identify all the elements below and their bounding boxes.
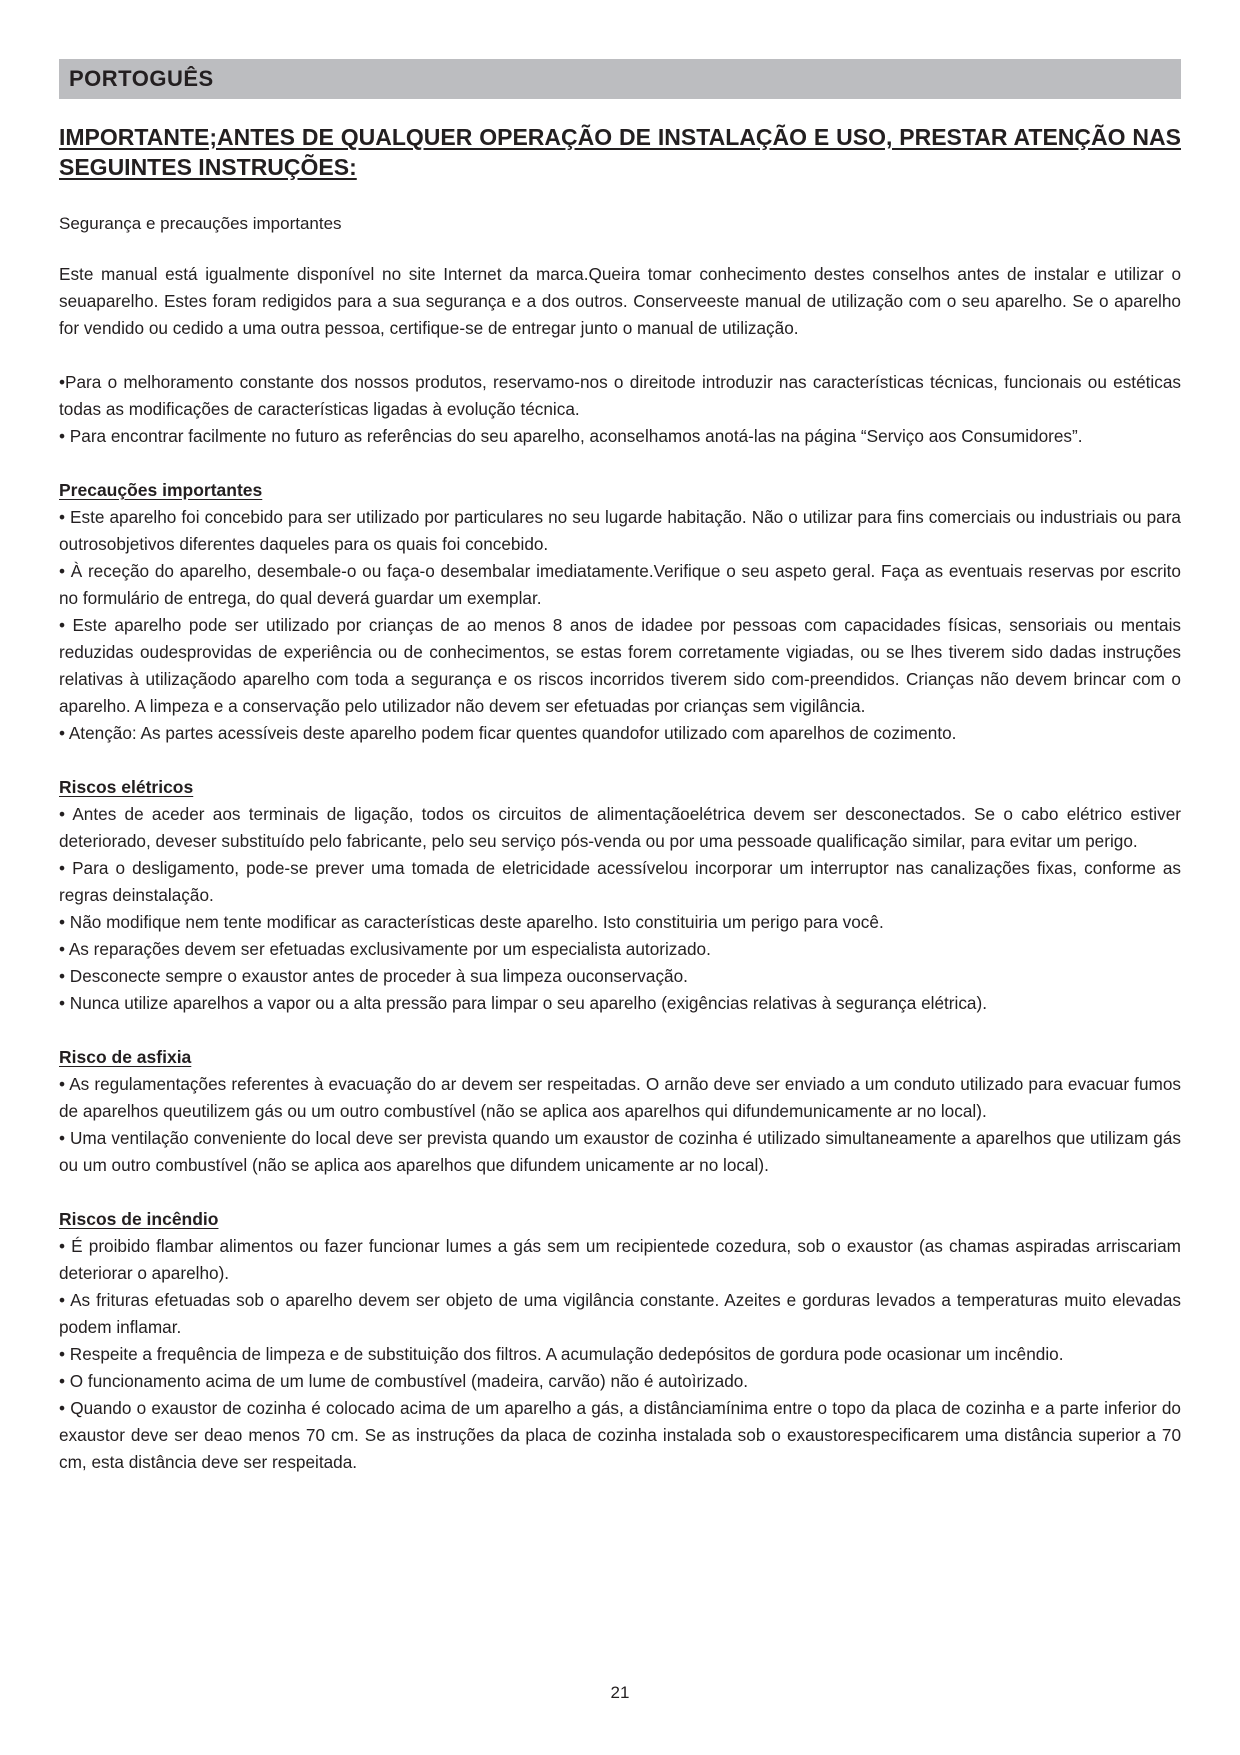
list-item: • Nunca utilize aparelhos a vapor ou a alta pressão para limpar o seu aparelho (exigências relativas à segurança elétrica). bbox=[59, 993, 987, 1013]
list-item: • As regulamentações referentes à evacuação do ar devem ser respeitadas. O arnão deve ser enviado a um conduto utilizado para evacuar fumos de aparelhos queutilizem gás ou um outro combustível (não se aplica aos aparelhos qui difundemunicamente ar no local). bbox=[59, 1074, 1181, 1121]
section-heading-precautions: Precauções importantes bbox=[59, 480, 263, 500]
list-item: • Antes de aceder aos terminais de ligação, todos os circuitos de alimentaçãoelétrica devem ser desconectados. Se o cabo elétrico estiver deteriorado, deveser substituído pelo fabricante, pelo seu serviço pós-venda ou por uma pessoade qualificação similar, para evitar um perigo. bbox=[59, 804, 1181, 851]
list-item: • Uma ventilação conveniente do local deve ser prevista quando um exaustor de cozinha é utilizado simultaneamente a aparelhos que utilizam gás ou um outro combustível (não se aplica aos aparelhos que difundem unicamente ar no local). bbox=[59, 1128, 1181, 1175]
intro-label: Segurança e precauções importantes bbox=[59, 214, 342, 233]
page-title: IMPORTANTE;ANTES DE QUALQUER OPERAÇÃO DE INSTALAÇÃO E USO, PRESTAR ATENÇÃO NAS SEGUINTES INSTRUÇÕES: bbox=[59, 124, 1181, 180]
list-item: • As reparações devem ser efetuadas exclusivamente por um especialista autorizado. bbox=[59, 939, 711, 959]
intro-note: • Para encontrar facilmente no futuro as referências do seu aparelho, aconselhamos anotá-las na página “Serviço aos Consumidores”. bbox=[59, 426, 1083, 446]
intro-paragraph: Este manual está igualmente disponível no site Internet da marca.Queira tomar conhecimento destes conselhos antes de instalar e utilizar o seuaparelho. Estes foram redigidos para a sua segurança e a dos outros. Conserveeste manual de utilização com o seu aparelho. Se o aparelho for vendido ou cedido a uma outra pessoa, certifique-se de entregar junto o manual de utilização. bbox=[59, 264, 1181, 338]
list-item: • É proibido flambar alimentos ou fazer funcionar lumes a gás sem um recipientede cozedura, sob o exaustor (as chamas aspiradas arriscariam deteriorar o aparelho). bbox=[59, 1236, 1181, 1283]
list-item: • Não modifique nem tente modificar as características deste aparelho. Isto constituiria um perigo para você. bbox=[59, 912, 884, 932]
intro-note: •Para o melhoramento constante dos nossos produtos, reservamo-nos o direitode introduzir nas características técnicas, funcionais ou estéticas todas as modificações de características ligadas à evolução técnica. bbox=[59, 372, 1181, 419]
document-page bbox=[59, 59, 1181, 1476]
list-item: • Para o desligamento, pode-se prever uma tomada de eletricidade acessívelou incorporar um interruptor nas canalizações fixas, conforme as regras deinstalação. bbox=[59, 858, 1181, 905]
section-heading-fire-risks: Riscos de incêndio bbox=[59, 1209, 219, 1229]
list-item: • As frituras efetuadas sob o aparelho devem ser objeto de uma vigilância constante. Azeites e gorduras levados a temperaturas muito elevadas podem inflamar. bbox=[59, 1290, 1181, 1337]
list-item: • Quando o exaustor de cozinha é colocado acima de um aparelho a gás, a distânciamínima entre o topo da placa de cozinha e a parte inferior do exaustor deve ser deao menos 70 cm. Se as instruções da placa de cozinha instalada sob o exaustorespecificarem uma distância superior a 70 cm, esta distância deve ser respeitada. bbox=[59, 1398, 1181, 1472]
section-heading-asphyxia-risk: Risco de asfixia bbox=[59, 1047, 192, 1067]
section-heading-electrical-risks: Riscos elétricos bbox=[59, 777, 194, 797]
list-item: • Desconecte sempre o exaustor antes de proceder à sua limpeza ouconservação. bbox=[59, 966, 688, 986]
language-header: PORTOGUÊS bbox=[59, 59, 1181, 99]
list-item: • Atenção: As partes acessíveis deste aparelho podem ficar quentes quandofor utilizado com aparelhos de cozimento. bbox=[59, 723, 957, 743]
list-item: • Este aparelho pode ser utilizado por crianças de ao menos 8 anos de idadee por pessoas com capacidades físicas, sensoriais ou mentais reduzidas oudesprovidas de experiência ou de conhecimentos, se estas forem corretamente vigiadas, ou se lhes tiverem sido dadas instruções relativas à utilizaçãodo aparelho com toda a segurança e os riscos incorridos tiverem sido com-preendidos. Crianças não devem brincar com o aparelho. A limpeza e a conservação pelo utilizador não devem ser efetuadas por crianças sem vigilância. bbox=[59, 615, 1181, 716]
list-item: • Este aparelho foi concebido para ser utilizado por particulares no seu lugarde habitação. Não o utilizar para fins comerciais ou industriais ou para outrosobjetivos diferentes daqueles para os quais foi concebido. bbox=[59, 507, 1181, 554]
list-item: • O funcionamento acima de um lume de combustível (madeira, carvão) não é autoìrizado. bbox=[59, 1371, 749, 1391]
page-number: 21 bbox=[610, 1683, 630, 1702]
list-item: • À receção do aparelho, desembale-o ou faça-o desembalar imediatamente.Verifique o seu aspeto geral. Faça as eventuais reservas por escrito no formulário de entrega, do qual deverá guardar um exemplar. bbox=[59, 561, 1181, 608]
list-item: • Respeite a frequência de limpeza e de substituição dos filtros. A acumulação dedepósitos de gordura pode ocasionar um incêndio. bbox=[59, 1344, 1064, 1364]
